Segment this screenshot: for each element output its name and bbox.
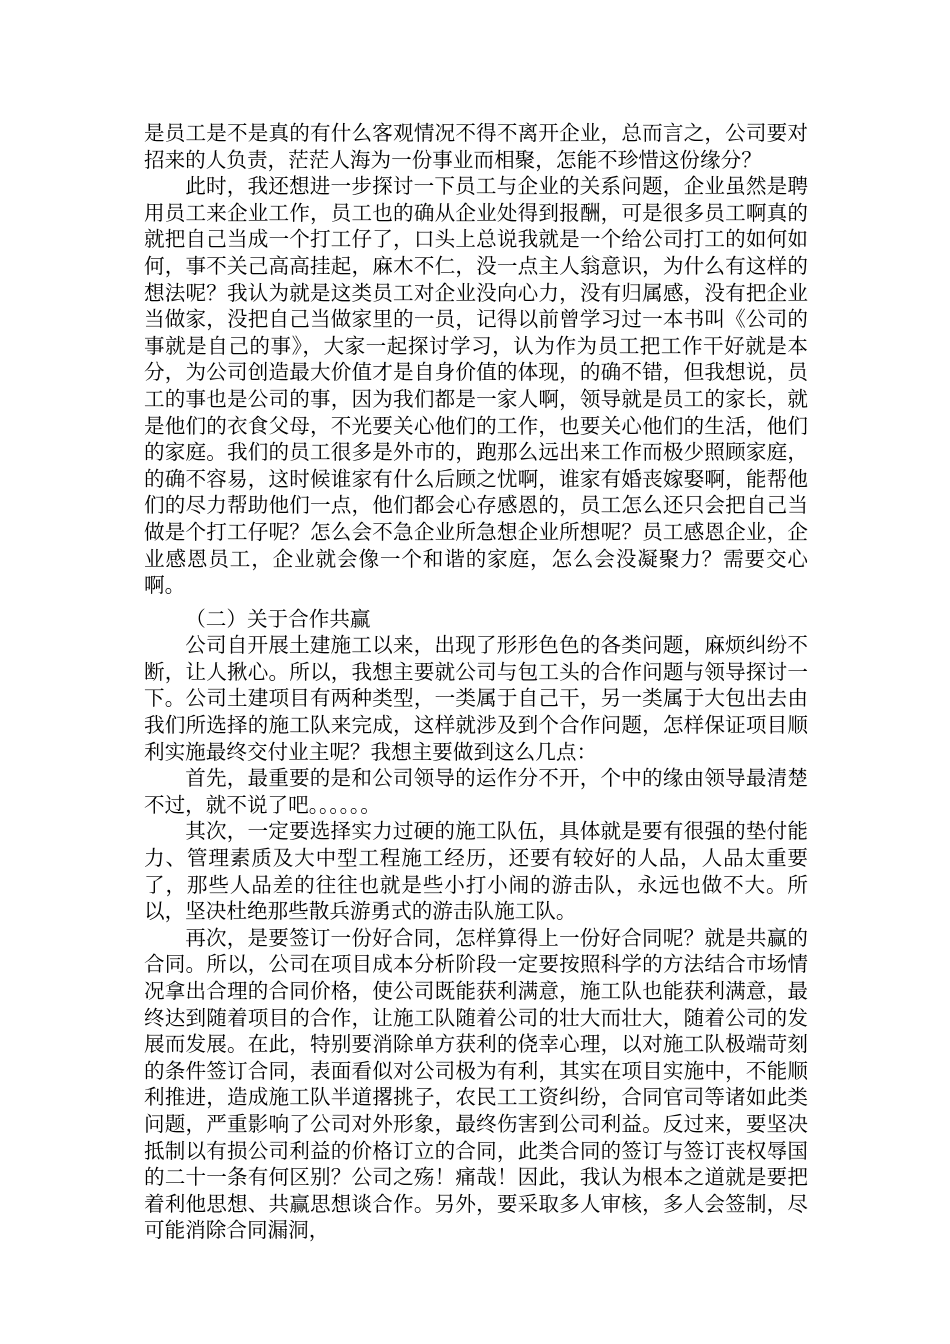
paragraph-cooperation-intro: 公司自开展土建施工以来，出现了形形色色的各类问题，麻烦纠纷不断，让人揪心。所以，我想主要就公司与包工头的合作问题与领导探讨一下。公司土建项目有两种类型，一类属于自己干，另一类属于大包出去由我们所选择的施工队来完成，这样就涉及到个合作问题，怎样保证项目顺利实施最终交付业主呢？我想主要做到这么几点： bbox=[144, 633, 808, 764]
document-body bbox=[144, 120, 808, 1244]
paragraph-employee-enterprise: 此时，我还想进一步探讨一下员工与企业的关系问题，企业虽然是聘用员工来企业工作，员工也的确从企业处得到报酬，可是很多员工啊真的就把自己当成一个打工仔了，口头上总说我就是一个给公司打工的如何如何，事不关己高高挂起，麻木不仁，没一点主人翁意识，为什么有这样的想法呢？我认为就是这类员工对企业没向心力，没有归属感，没有把企业当做家，没把自己当做家里的一员，记得以前曾学习过一本书叫《公司的事就是自己的事》，大家一起探讨学习，认为作为员工把工作干好就是本分，为公司创造最大价值才是自身价值的体现，的确不错，但我想说，员工的事也是公司的事，因为我们都是一家人啊，领导就是员工的家长，就是他们的衣食父母，不光要关心他们的工作，也要关心他们的生活，他们的家庭。我们的员工很多是外市的，跑那么远出来工作而极少照顾家庭，的确不容易，这时候谁家有什么后顾之忧啊，谁家有婚丧嫁娶啊，能帮他们的尽力帮助他们一点，他们都会心存感恩的，员工怎么还只会把自己当做是个打工仔呢？怎么会不急企业所急想企业所想呢？员工感恩企业，企业感恩员工，企业就会像一个和谐的家庭，怎么会没凝聚力？需要交心啊。 bbox=[144, 174, 808, 598]
paragraph-continuation: 是员工是不是真的有什么客观情况不得不离开企业，总而言之，公司要对招来的人负责，茫茫人海为一份事业而相聚，怎能不珍惜这份缘分？ bbox=[144, 121, 808, 172]
paragraph-first-point: 首先，最重要的是和公司领导的运作分不开，个中的缘由领导最清楚不过，就不说了吧。。。。。。 bbox=[144, 766, 808, 817]
section-heading-cooperation: （二）关于合作共赢 bbox=[185, 606, 371, 631]
paragraph-second-point: 其次，一定要选择实力过硬的施工队伍，具体就是要有很强的垫付能力、管理素质及大中型工程施工经历，还要有较好的人品，人品太重要了，那些人品差的往往也就是些小打小闹的游击队，永远也做不大。所以，坚决杜绝那些散兵游勇式的游击队施工队。 bbox=[144, 819, 808, 924]
paragraph-third-point: 再次，是要签订一份好合同，怎样算得上一份好合同呢？就是共赢的合同。所以，公司在项目成本分析阶段一定要按照科学的方法结合市场情况拿出合理的合同价格，使公司既能获利满意，施工队也能获利满意，最终达到随着项目的合作，让施工队随着公司的壮大而壮大，随着公司的发展而发展。在此，特别要消除单方获利的侥幸心理，以对施工队极端苛刻的条件签订合同，表面看似对公司极为有利，其实在项目实施中，不能顺利推进，造成施工队半道撂挑子，农民工工资纠纷，合同官司等诸如此类问题，严重影响了公司对外形象，最终伤害到公司利益。反过来，要坚决抵制以有损公司利益的价格订立的合同，此类合同的签订与签订丧权辱国的二十一条有何区别？公司之殇！痛哉！因此，我认为根本之道就是要把着利他思想、共赢思想谈合作。另外，要采取多人审核，多人会签制，尽可能消除合同漏洞， bbox=[144, 925, 808, 1243]
